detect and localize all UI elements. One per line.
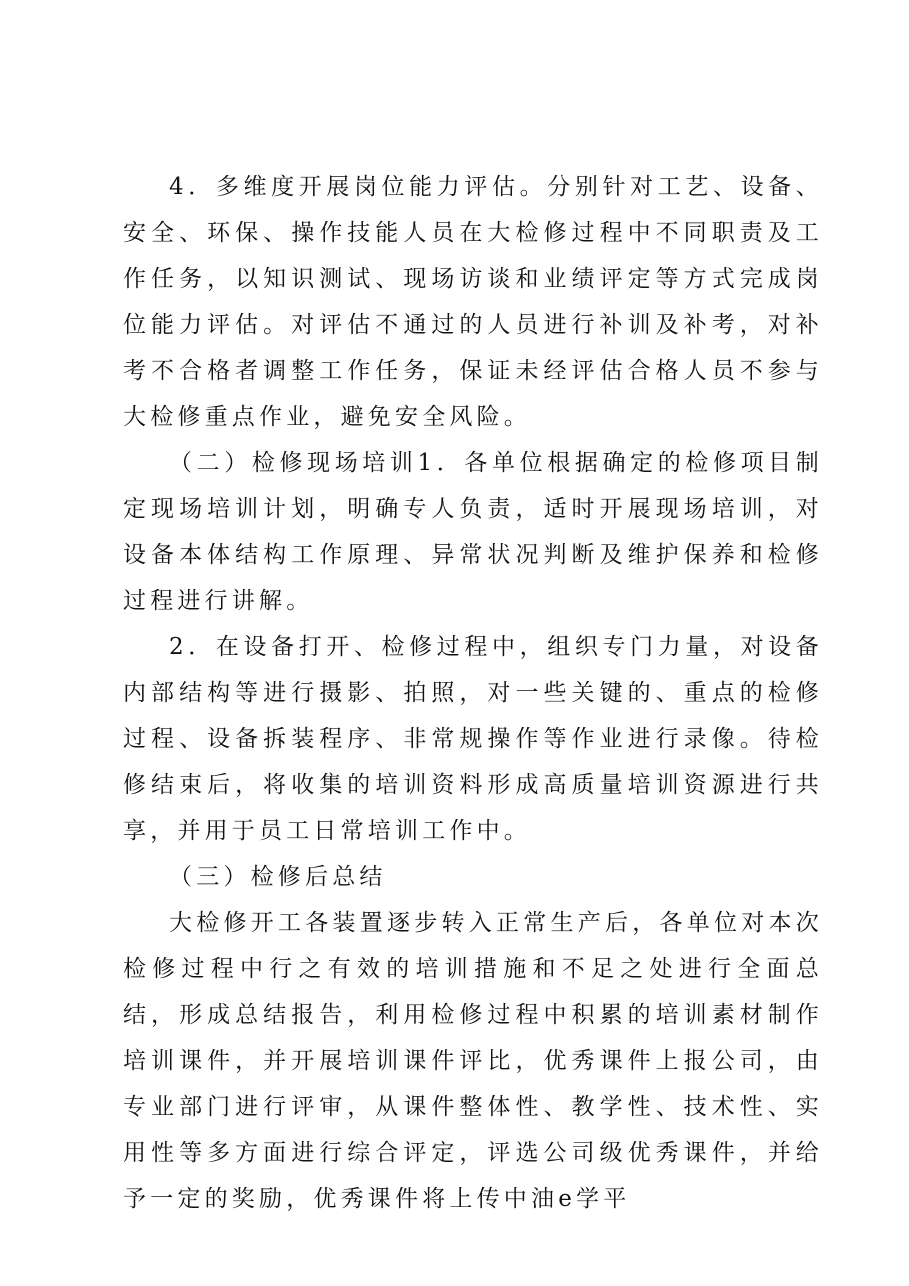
- paragraph-recording: 2．在设备打开、检修过程中，组织专门力量，对设备内部结构等进行摄影、拍照，对一些关键的、重点的检修过程、设备拆装程序、非常规操作等作业进行录像。待检修结束后，将收集的培训资料形成高质量培训资源进行共享，并用于员工日常培训工作中。: [123, 634, 823, 844]
- section-heading-summary: （三）检修后总结: [169, 864, 387, 890]
- paragraph-summary: 大检修开工各装置逐步转入正常生产后，各单位对本次检修过程中行之有效的培训措施和不足之处进行全面总结，形成总结报告，利用检修过程中积累的培训素材制作培训课件，并开展培训课件评比，优秀课件上报公司，由专业部门进行评审，从课件整体性、教学性、技术性、实用性等多方面进行综合评定，评选公司级优秀课件，并给予一定的奖励，优秀课件将上传中油e学平: [123, 910, 823, 1212]
- document-body: [123, 164, 823, 1222]
- paragraph-ability-assessment: 4．多维度开展岗位能力评估。分别针对工艺、设备、安全、环保、操作技能人员在大检修过程中不同职责及工作任务，以知识测试、现场访谈和业绩评定等方式完成岗位能力评估。对评估不通过的人员进行补训及补考，对补考不合格者调整工作任务，保证未经评估合格人员不参与大检修重点作业，避免安全风险。: [123, 174, 823, 430]
- paragraph-onsite-training: （二）检修现场培训1．各单位根据确定的检修项目制定现场培训计划，明确专人负责，适时开展现场培训，对设备本体结构工作原理、异常状况判断及维护保养和检修过程进行讲解。: [123, 450, 823, 614]
